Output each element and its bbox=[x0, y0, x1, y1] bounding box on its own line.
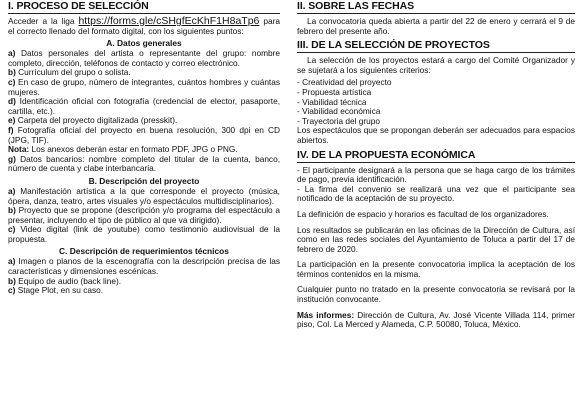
section-iii-title: III. DE LA SELECCIÓN DE PROYECTOS bbox=[297, 39, 575, 53]
list-item: - El participante designará a la persona que se haga cargo de los trámites de pago, previa identificación. bbox=[297, 166, 575, 185]
section-i-intro bbox=[8, 17, 280, 36]
list-item: - Creatividad del proyecto bbox=[297, 78, 575, 88]
list-item: e) Carpeta del proyecto digitalizada (presskit). bbox=[8, 115, 178, 126]
paragraph-participation: La participación en la presente convocatoria implica la aceptación de los términos contenidos en la misma. bbox=[297, 259, 575, 279]
list-item: d) Identificación oficial con fotografía (credencial de elector, pasaporte, cartilla, etc.). bbox=[8, 96, 280, 116]
note: Nota: Los anexos deberán estar en formato PDF, JPG o PNG. bbox=[8, 144, 238, 155]
section-c-title: C. Descripción de requerimientos técnicos bbox=[59, 246, 229, 257]
section-b-title: B. Descripción del proyecto bbox=[88, 175, 200, 186]
list-item: a) Imagen o planos de la escenografía con la descripción precisa de las características y dimensiones escénicas. bbox=[8, 256, 280, 277]
section-a-title: A. Datos generales bbox=[106, 38, 182, 49]
left-column bbox=[8, 0, 280, 296]
list-item: a) Manifestación artística a la que corresponde el proyecto (música, ópera, danza, teatro, artes visuales y/o espectáculos multidisciplinarios). bbox=[8, 185, 280, 206]
right-column bbox=[297, 0, 575, 330]
list-item: - Viabilidad económica bbox=[297, 107, 575, 117]
list-item: b) Equipo de audio (back line). bbox=[8, 275, 122, 286]
economic-list bbox=[297, 166, 575, 204]
selection-text: La selección de los proyectos estará a cargo del Comité Organizador y se sujetará a los siguientes criterios: bbox=[297, 55, 575, 75]
list-item: c) Video digital (link de youtube) como testimonio audiovisual de la propuesta. bbox=[8, 224, 280, 244]
list-item: - Trayectoria del grupo bbox=[297, 117, 575, 127]
section-c-list bbox=[8, 257, 280, 295]
dates-text: La convocatoria queda abierta a partir del 22 de enero y cerrará el 9 de febrero del presente año. bbox=[297, 16, 575, 36]
list-item: - Viabilidad técnica bbox=[297, 98, 575, 108]
criteria-list bbox=[297, 78, 575, 126]
selection-closing: Los espectáculos que se propongan deberán ser adecuados para espacios abiertos. bbox=[297, 125, 575, 145]
section-ii-title: II. SOBRE LAS FECHAS bbox=[297, 0, 575, 14]
intro-prefix: Acceder a la liga bbox=[8, 16, 75, 26]
section-b-list bbox=[8, 187, 280, 245]
list-item: f) Fotografía oficial del proyecto en buena resolución, 300 dpi en CD (JPG, TIF). bbox=[8, 124, 280, 145]
section-i-title: I. PROCESO DE SELECCIÓN bbox=[8, 0, 280, 14]
paragraph-other: Cualquier punto no tratado en la presente convocatoria se revisará por la institución convocante. bbox=[297, 284, 575, 305]
list-item: c) En caso de grupo, número de integrantes, cuántos hombres y cuántas mujeres. bbox=[8, 76, 280, 97]
intro-rest: para el correcto llenado del formato digital, con los siguientes puntos: bbox=[8, 16, 281, 36]
form-link[interactable]: https://forms.gle/cSHgfEcKhF1H8aTp6 bbox=[78, 15, 260, 27]
more-info: Más informes: Dirección de Cultura, Av. José Vicente Villada 114, primer piso, Col. La Merced y Alameda, C.P. 50080, Toluca, México. bbox=[297, 309, 576, 330]
list-item: c) Stage Plot, en su caso. bbox=[8, 285, 104, 296]
section-iv-title: IV. DE LA PROPUESTA ECONÓMICA bbox=[297, 149, 575, 163]
list-item: - La firma del convenio se realizará una vez que el participante sea notificado de la aceptación de su proyecto. bbox=[297, 185, 575, 204]
list-item: b) Currículum del grupo o solista. bbox=[8, 67, 131, 78]
paragraph-spaces: La definición de espacio y horarios es facultad de los organizadores. bbox=[297, 208, 549, 219]
section-a-list bbox=[8, 49, 280, 174]
list-item: b) Proyecto que se propone (descripción y/o programa del espectáculo a presentar, incluyendo el tipo de público al que va dirigido). bbox=[8, 205, 280, 225]
paragraph-results: Los resultados se publicarán en las oficinas de la Dirección de Cultura, así como en las redes sociales del Ayuntamiento de Toluca a partir del 17 de febrero de 2020. bbox=[297, 224, 575, 254]
list-item: - Propuesta artística bbox=[297, 88, 575, 98]
list-item: g) Datos bancarios: nombre completo del titular de la cuenta, banco, número de cuenta y clabe interbancaria. bbox=[8, 153, 280, 174]
list-item: a) Datos personales del artista o representante del grupo: nombre completo, dirección, teléfonos de contacto y correo electrónico. bbox=[8, 48, 280, 68]
